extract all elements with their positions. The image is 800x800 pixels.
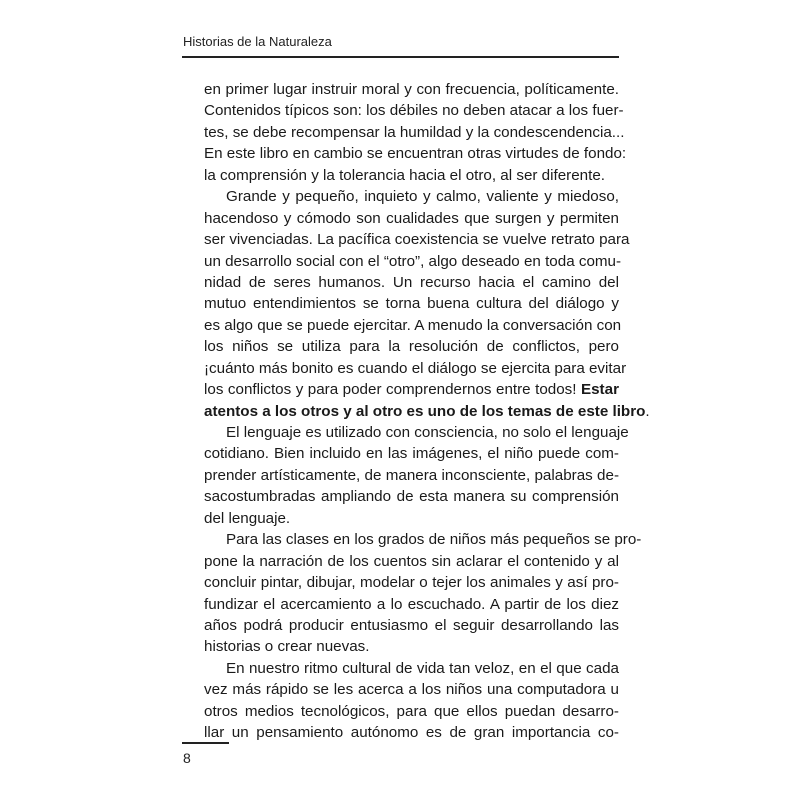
text-line: concluir pintar, dibujar, modelar o tejer los animales y así pro- — [204, 574, 619, 592]
text-line: En nuestro ritmo cultural de vida tan veloz, en el que cada — [226, 659, 619, 677]
text-line — [204, 401, 650, 422]
text-line: años podrá producir entusiasmo el seguir desarrollando las — [204, 616, 619, 634]
text-line: vez más rápido se les acerca a los niños una computadora u — [204, 681, 619, 699]
text-line: nidad de seres humanos. Un recurso hacia el camino del — [204, 273, 619, 291]
text-line — [204, 379, 619, 400]
text-line: otros medios tecnológicos, para que ellos puedan desarro- — [204, 702, 619, 720]
text-line: ser vivenciadas. La pacífica coexistencia se vuelve retrato para — [204, 231, 630, 249]
text-line: llar un pensamiento autónomo es de gran importancia co- — [204, 724, 619, 742]
page-number: 8 — [183, 750, 191, 766]
text-line: En este libro en cambio se encuentran otras virtudes de fondo: — [204, 145, 627, 163]
text-line: del lenguaje. — [204, 509, 291, 527]
text-line: El lenguaje es utilizado con consciencia, no solo el lenguaje — [226, 424, 629, 441]
text-segment: . — [645, 402, 650, 420]
text-line: ¡cuánto más bonito es cuando el diálogo se ejercita para evitar — [204, 359, 627, 377]
text-line: fundizar el acercamiento a lo escuchado. A partir de los diez — [204, 595, 619, 613]
text-line: la comprensión y la tolerancia hacia el otro, al ser diferente. — [204, 166, 605, 184]
text-line: cotidiano. Bien incluido en las imágenes, el niño puede com- — [204, 445, 619, 463]
header-rule — [182, 56, 619, 58]
running-header: Historias de la Naturaleza — [183, 34, 332, 49]
text-line: Grande y pequeño, inquieto y calmo, valiente y miedoso, — [226, 188, 619, 206]
text-line: hacendoso y cómodo son cualidades que surgen y permiten — [204, 209, 619, 227]
text-line: sacostumbradas ampliando de esta manera su comprensión — [204, 488, 619, 506]
text-line: historias o crear nuevas. — [204, 638, 370, 656]
text-line: mutuo entendimientos se torna buena cultura del diálogo y — [204, 295, 619, 313]
text-line: tes, se debe recompensar la humildad y la condescendencia... — [204, 123, 625, 141]
text-line: Para las clases en los grados de niños más pequeños se pro- — [226, 531, 642, 549]
text-line: Contenidos típicos son: los débiles no deben atacar a los fuer- — [204, 102, 624, 120]
text-line: prender artísticamente, de manera inconsciente, palabras de- — [204, 466, 619, 484]
text-line: pone la narración de los cuentos sin aclarar el contenido y al — [204, 552, 619, 570]
body-text — [204, 79, 650, 744]
bold-emphasis: atentos a los otros y al otro es uno de los temas de este libro — [204, 402, 646, 420]
text-segment: los conflictos y para poder comprendernos entre todos! — [204, 381, 577, 399]
footer-rule — [182, 742, 229, 744]
text-line: los niños se utiliza para la resolución de conflictos, pero — [204, 338, 619, 356]
text-line: un desarrollo social con el “otro”, algo deseado en toda comu- — [204, 252, 622, 270]
text-line: es algo que se puede ejercitar. A menudo la conversación con — [204, 316, 622, 334]
text-line: en primer lugar instruir moral y con frecuencia, políticamente. — [204, 81, 619, 98]
bold-emphasis: Estar — [580, 381, 619, 399]
